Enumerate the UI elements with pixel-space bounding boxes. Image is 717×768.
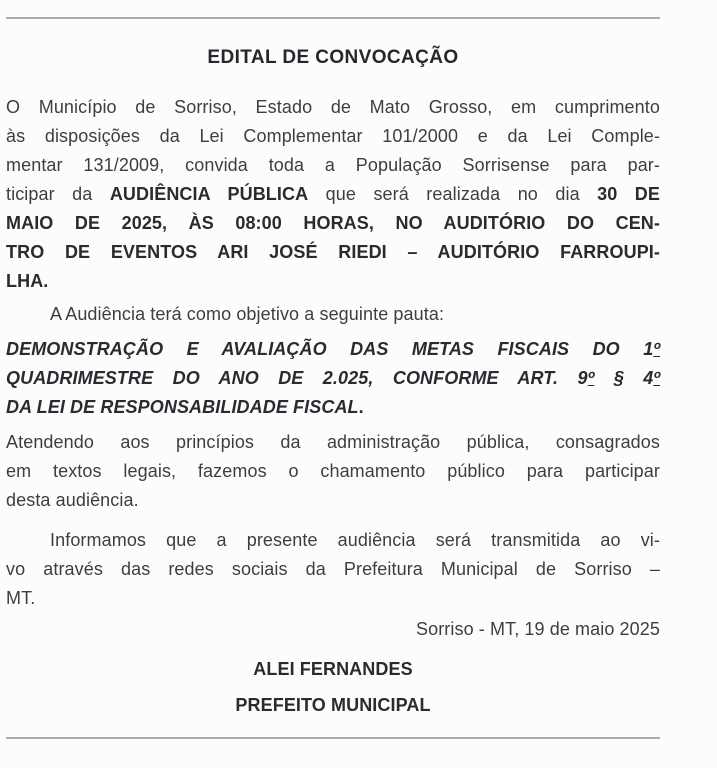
- text-line: [6, 209, 660, 238]
- text-line: [6, 151, 660, 180]
- text-line: [6, 526, 660, 555]
- text-line: [6, 428, 660, 457]
- text-segment: A Audiência terá como objetivo a seguinte pauta:: [50, 304, 445, 324]
- paragraph-intro: [6, 93, 660, 296]
- text-segment: º: [653, 368, 660, 388]
- paragraph-signature-role: [6, 691, 660, 720]
- text-segment: Atendendo aos princípios da administração pública, consagrados: [6, 432, 660, 452]
- text-line: [6, 457, 660, 486]
- text-segment: LHA.: [6, 271, 49, 291]
- text-segment: vo através das redes sociais da Prefeitura Municipal de Sorriso –: [6, 559, 660, 579]
- text-segment: Informamos que a presente audiência será transmitida ao vi-: [50, 530, 660, 550]
- text-line: [6, 122, 660, 151]
- paragraph-signature-name: [6, 655, 660, 684]
- text-segment: 30 DE: [597, 184, 660, 204]
- paragraph-atendendo: [6, 428, 660, 515]
- text-segment: TRO DE EVENTOS ARI JOSÉ RIEDI – AUDITÓRIO FARROUPI-: [6, 242, 660, 262]
- paragraph-pauta-intro: [6, 300, 660, 329]
- top-rule: [6, 17, 660, 19]
- text-line: [6, 300, 660, 329]
- text-line: [6, 180, 660, 209]
- text-segment: em textos legais, fazemos o chamamento público para participar: [6, 461, 660, 481]
- text-segment: .: [358, 397, 364, 417]
- text-line: [6, 267, 660, 296]
- text-segment: mentar 131/2009, convida toda a População Sorrisense para par-: [6, 155, 660, 175]
- text-segment: § 4: [594, 368, 654, 388]
- text-line: [6, 93, 660, 122]
- text-segment: MT.: [6, 588, 36, 608]
- bottom-rule: [6, 737, 660, 739]
- text-segment: DEMONSTRAÇÃO E AVALIAÇÃO DAS METAS FISCAIS DO 1: [6, 339, 654, 359]
- text-line: [6, 393, 660, 422]
- text-segment: º: [653, 339, 660, 359]
- text-line: [6, 615, 660, 644]
- text-line: [6, 335, 660, 364]
- paragraph-dateline: [6, 615, 660, 644]
- text-segment: º: [587, 368, 595, 388]
- text-line: [6, 555, 660, 584]
- text-segment: MAIO DE 2025, ÀS 08:00 HORAS, NO AUDITÓRIO DO CEN-: [6, 213, 660, 233]
- text-line: [6, 238, 660, 267]
- text-segment: desta audiência.: [6, 490, 139, 510]
- paragraph-transmissao: [6, 526, 660, 613]
- text-segment: DA LEI DE RESPONSABILIDADE FISCAL: [6, 397, 359, 417]
- text-segment: PREFEITO MUNICIPAL: [235, 695, 431, 715]
- text-line: [6, 584, 660, 613]
- text-segment: O Município de Sorriso, Estado de Mato Grosso, em cumprimento: [6, 97, 660, 117]
- document-page: [6, 0, 660, 739]
- text-segment: às disposições da Lei Complementar 101/2000 e da Lei Comple-: [6, 126, 660, 146]
- text-segment: que será realizada no dia: [308, 184, 598, 204]
- paragraph-pauta: [6, 335, 660, 422]
- text-segment: AUDIÊNCIA PÚBLICA: [109, 184, 309, 204]
- text-line: [6, 691, 660, 720]
- text-segment: ALEI FERNANDES: [253, 659, 413, 679]
- text-line: [6, 364, 660, 393]
- text-segment: QUADRIMESTRE DO ANO DE 2.025, CONFORME ART. 9: [6, 368, 588, 388]
- document-body: [6, 93, 660, 720]
- document-title: EDITAL DE CONVOCAÇÃO: [207, 47, 459, 68]
- text-line: [6, 655, 660, 684]
- text-segment: Sorriso - MT, 19 de maio 2025: [415, 619, 660, 639]
- text-line: [6, 486, 660, 515]
- text-segment: ticipar da: [6, 184, 110, 204]
